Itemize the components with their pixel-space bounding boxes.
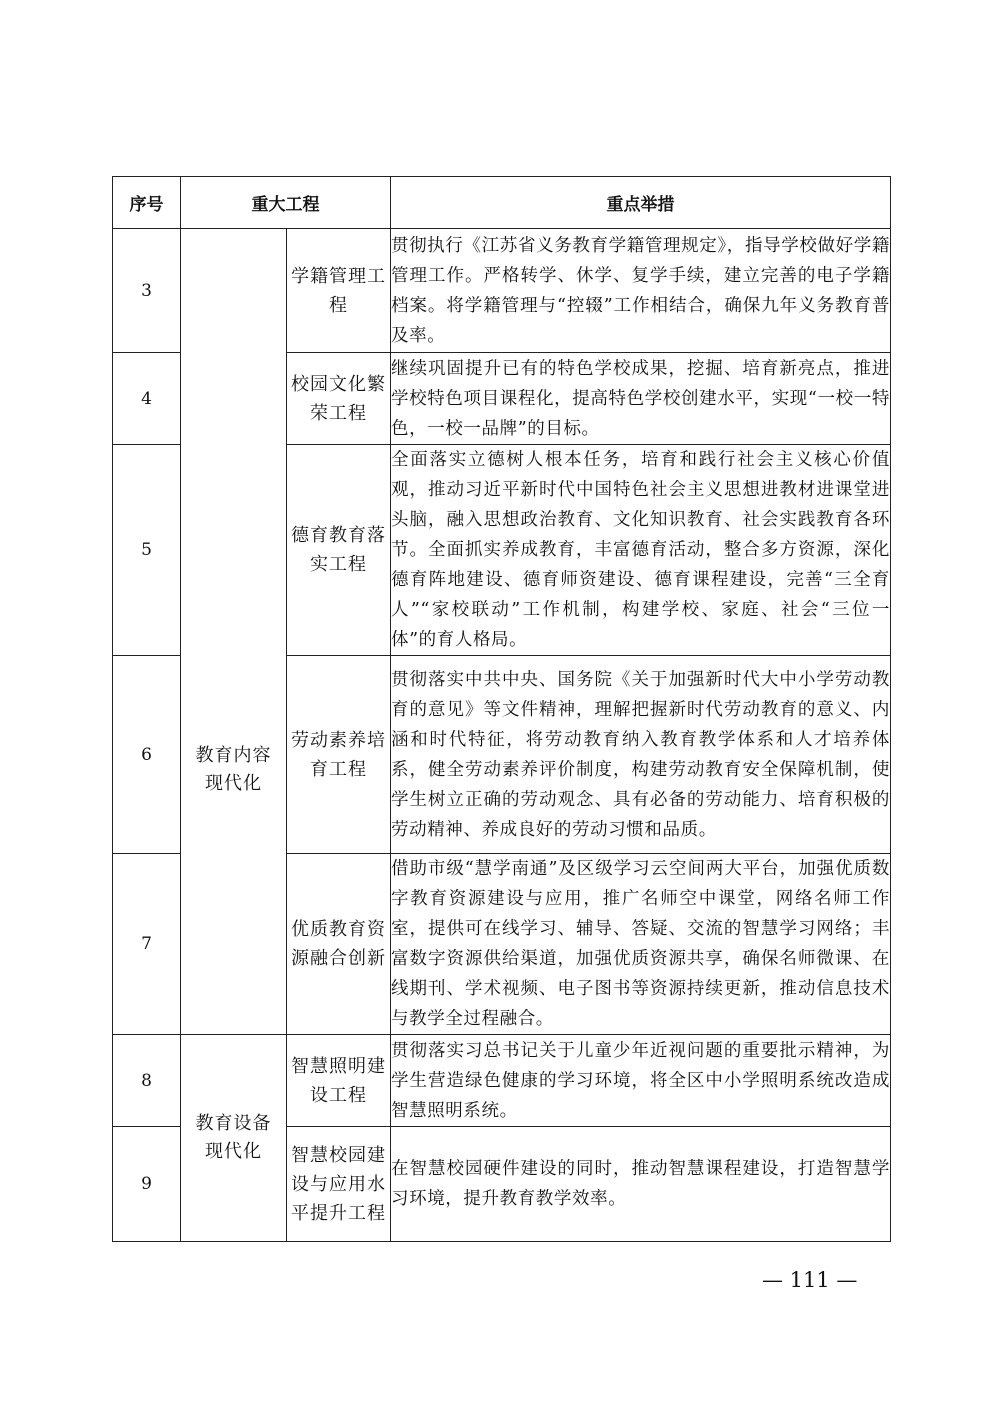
- header-seq: 序号: [113, 177, 181, 229]
- table-header-row: [113, 177, 891, 229]
- row-measures: 全面落实立德树人根本任务，培育和践行社会主义核心价值观，推动习近平新时代中国特色社会主义思想进教材进课堂进头脑，融入思想政治教育、文化知识教育、社会实践教育各环节。全面抓实养成教育，丰富德育活动，整合多方资源，深化德育阵地建设、德育师资建设、德育课程建设，完善“三全育人”“家校联动”工作机制，构建学校、家庭、社会“三位一体”的育人格局。: [391, 445, 891, 656]
- row-measures: 贯彻落实中共中央、国务院《关于加强新时代大中小学劳动教育的意见》等文件精神，理解把握新时代劳动教育的意义、内涵和时代特征，将劳动教育纳入教育教学体系和人才培养体系，健全劳动素养评价制度，构建劳动教育安全保障机制，使学生树立正确的劳动观念、具有必备的劳动能力、培育积极的劳动精神、养成良好的劳动习惯和品质。: [391, 656, 891, 854]
- row-measures: 贯彻落实习总书记关于儿童少年近视问题的重要批示精神，为学生营造绿色健康的学习环境，将全区中小学照明系统改造成智慧照明系统。: [391, 1035, 891, 1127]
- table-row: [113, 1035, 891, 1127]
- projects-table: [112, 176, 891, 1242]
- row-project: 劳动素养培育工程: [287, 656, 391, 854]
- category-label: 教育设备现代化: [195, 1113, 272, 1162]
- row-measures: 贯彻执行《江苏省义务教育学籍管理规定》，指导学校做好学籍管理工作。严格转学、休学、复学手续，建立完善的电子学籍档案。将学籍管理与“控辍”工作相结合，确保九年义务教育普及率。: [391, 229, 891, 353]
- row-seq: 4: [113, 353, 181, 445]
- row-project: 智慧校园建设与应用水平提升工程: [287, 1127, 391, 1242]
- row-project: 优质教育资源融合创新: [287, 854, 391, 1035]
- table-row: [113, 229, 891, 353]
- category-cell: [181, 229, 287, 1035]
- row-seq: 7: [113, 854, 181, 1035]
- row-seq: 8: [113, 1035, 181, 1127]
- row-seq: 9: [113, 1127, 181, 1242]
- row-seq: 3: [113, 229, 181, 353]
- category-label: 教育内容现代化: [195, 744, 272, 794]
- row-project: 智慧照明建设工程: [287, 1035, 391, 1127]
- row-project: 学籍管理工程: [287, 229, 391, 353]
- row-project: 德育教育落实工程: [287, 445, 391, 656]
- row-project: 校园文化繁荣工程: [287, 353, 391, 445]
- row-measures: 在智慧校园硬件建设的同时，推动智慧课程建设，打造智慧学习环境，提升教育教学效率。: [391, 1127, 891, 1242]
- category-cell: [181, 1035, 287, 1242]
- header-project: 重大工程: [181, 177, 391, 229]
- page-number: — 111 —: [762, 1268, 858, 1292]
- header-measures: 重点举措: [391, 177, 891, 229]
- row-seq: 5: [113, 445, 181, 656]
- row-measures: 借助市级“慧学南通”及区级学习云空间两大平台，加强优质数字教育资源建设与应用，推广名师空中课堂，网络名师工作室，提供可在线学习、辅导、答疑、交流的智慧学习网络；丰富数字资源供给渠道，加强优质资源共享，确保名师微课、在线期刊、学术视频、电子图书等资源持续更新，推动信息技术与教学全过程融合。: [391, 854, 891, 1035]
- row-seq: 6: [113, 656, 181, 854]
- row-measures: 继续巩固提升已有的特色学校成果，挖掘、培育新亮点，推进学校特色项目课程化，提高特色学校创建水平，实现“一校一特色，一校一品牌”的目标。: [391, 353, 891, 445]
